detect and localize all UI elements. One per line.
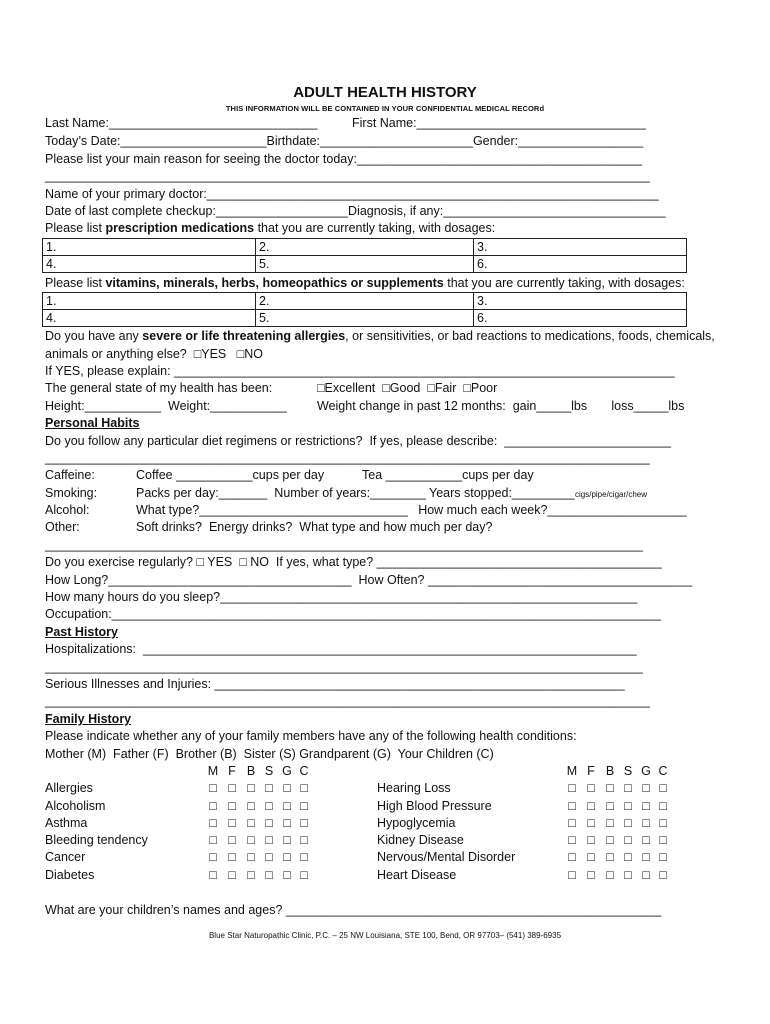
primary-doctor-field[interactable]: Name of your primary doctor:_________________________________________________________________ [45,187,659,201]
prescriptions-table [42,238,687,273]
supplement-cell[interactable]: 6. [474,310,687,327]
checkbox-father[interactable]: □ [587,781,595,795]
checkbox-brother[interactable]: □ [247,781,255,795]
checkbox-father[interactable]: □ [228,833,236,847]
checkbox-mother[interactable]: □ [568,781,576,795]
checkbox-grandparent[interactable]: □ [283,850,291,864]
occupation-field[interactable]: Occupation:_______________________________________________________________________________ [45,607,661,621]
condition-label: Diabetes [45,868,95,882]
checkbox-sister[interactable]: □ [265,868,273,882]
col-header-grandparent: G [282,764,292,778]
condition-label: Heart Disease [377,868,457,882]
prescription-cell[interactable]: 4. [43,256,256,273]
visit-reason-line-2[interactable]: _______________________________________________________________________________________ [45,169,650,183]
family-history-heading: Family History [45,712,132,726]
checkbox-brother[interactable]: □ [247,868,255,882]
other-drinks-question: Soft drinks? Energy drinks? What type and how much per day? [136,520,493,534]
checkbox-grandparent[interactable]: □ [283,799,291,813]
checkbox-grandparent[interactable]: □ [642,816,650,830]
checkbox-father[interactable]: □ [228,868,236,882]
supplements-prompt-bold: vitamins, minerals, herbs, homeopathics or supplements [105,276,444,290]
col-header-grandparent: G [641,764,651,778]
checkbox-grandparent[interactable]: □ [642,868,650,882]
clinic-footer: Blue Star Naturopathic Clinic, P.C. – 25 NW Louisiana, STE 100, Bend, OR 97703– (541) 389-6935 [208,931,562,940]
last-checkup-field[interactable]: Date of last complete checkup:___________________Diagnosis, if any:________________________________ [45,204,666,218]
health-state-label: The general state of my health has been: [45,381,273,395]
checkbox-father[interactable]: □ [587,868,595,882]
checkbox-mother[interactable]: □ [209,850,217,864]
prescriptions-prompt-end: that you are currently taking, with dosages: [254,221,496,235]
height-field[interactable]: Height:___________ [45,399,162,413]
family-member-legend: Mother (M) Father (F) Brother (B) Sister (S) Grandparent (G) Your Children (C) [45,747,494,761]
checkbox-children[interactable]: □ [300,799,308,813]
col-header-brother: B [246,764,256,778]
checkbox-mother[interactable]: □ [568,816,576,830]
serious-illnesses-line-2[interactable]: _______________________________________________________________________________________ [45,694,650,708]
checkbox-mother[interactable]: □ [209,799,217,813]
condition-label: Hypoglycemia [377,816,456,830]
checkbox-grandparent[interactable]: □ [283,868,291,882]
condition-label: Hearing Loss [377,781,451,795]
condition-label: Nervous/Mental Disorder [377,850,516,864]
supplement-cell[interactable]: 4. [43,310,256,327]
hospitalizations-line-2[interactable]: ______________________________________________________________________________________ [45,660,643,674]
allergies-question-start: Do you have any [45,329,143,343]
supplement-cell[interactable]: 1. [43,293,256,310]
checkbox-brother[interactable]: □ [606,850,614,864]
col-header-brother: B [605,764,615,778]
checkbox-brother[interactable]: □ [606,781,614,795]
checkbox-mother[interactable]: □ [209,781,217,795]
checkbox-brother[interactable]: □ [606,816,614,830]
col-header-father: F [587,764,595,778]
checkbox-brother[interactable]: □ [247,799,255,813]
last-name-field[interactable]: Last Name:______________________________ [45,116,318,130]
alcohol-label: Alcohol: [45,503,90,517]
checkbox-sister[interactable]: □ [265,799,273,813]
checkbox-children[interactable]: □ [659,850,667,864]
smoking-label: Smoking: [45,486,98,500]
supplements-table [42,292,687,327]
supplements-prompt [45,275,685,292]
confidential-notice: THIS INFORMATION WILL BE CONTAINED IN YOUR CONFIDENTIAL MEDICAL RECORd [225,104,545,113]
table-row [43,310,687,327]
checkbox-father[interactable]: □ [587,816,595,830]
prescription-cell[interactable]: 2. [256,239,474,256]
table-row [43,256,687,273]
checkbox-mother[interactable]: □ [568,868,576,882]
checkbox-grandparent[interactable]: □ [283,781,291,795]
prescription-cell[interactable]: 3. [474,239,687,256]
checkbox-grandparent[interactable]: □ [283,816,291,830]
supplement-cell[interactable]: 2. [256,293,474,310]
coffee-field[interactable]: Coffee ___________cups per day [136,468,325,482]
exercise-field[interactable]: Do you exercise regularly? □ YES □ NO If yes, what type? _________________________________________ [45,555,662,569]
checkbox-children[interactable]: □ [659,868,667,882]
col-header-children: C [299,764,309,778]
checkbox-children[interactable]: □ [659,816,667,830]
checkbox-sister[interactable]: □ [624,781,632,795]
checkbox-children[interactable]: □ [300,850,308,864]
condition-label: High Blood Pressure [377,799,492,813]
checkbox-father[interactable]: □ [228,781,236,795]
table-row [43,239,687,256]
smoking-type-note: cigs/pipe/cigar/chew [575,490,648,499]
hospitalizations-field[interactable]: Hospitalizations: _______________________________________________________________________ [45,642,637,656]
checkbox-grandparent[interactable]: □ [642,799,650,813]
col-header-father: F [228,764,236,778]
checkbox-grandparent[interactable]: □ [283,833,291,847]
checkbox-sister[interactable]: □ [624,799,632,813]
prescription-cell[interactable]: 6. [474,256,687,273]
prescriptions-prompt-start: Please list [45,221,106,235]
prescriptions-prompt [45,220,495,237]
col-header-sister: S [623,764,633,778]
exercise-duration-frequency[interactable]: How Long?___________________________________ How Often? ______________________________________ [45,573,693,587]
condition-label: Asthma [45,816,88,830]
sleep-hours-field[interactable]: How many hours do you sleep?____________________________________________________________ [45,590,638,604]
other-drinks-line[interactable]: ______________________________________________________________________________________ [45,538,643,552]
allergies-question-bold: severe or life threatening allergies [142,329,346,343]
condition-label: Alcoholism [45,799,106,813]
col-header-mother: M [566,764,578,778]
checkbox-children[interactable]: □ [300,781,308,795]
children-names-ages-field[interactable]: What are your children’s names and ages? ______________________________________________________ [45,903,662,917]
allergies-explain-field[interactable]: If YES, please explain: ________________________________________________________________________ [45,364,675,378]
checkbox-father[interactable]: □ [228,816,236,830]
checkbox-father[interactable]: □ [228,850,236,864]
checkbox-mother[interactable]: □ [209,868,217,882]
checkbox-children[interactable]: □ [659,781,667,795]
supplements-prompt-start: Please list [45,276,106,290]
tea-field[interactable]: Tea ___________cups per day [362,468,534,482]
supplement-cell[interactable]: 3. [474,293,687,310]
first-name-field[interactable]: First Name:_________________________________ [352,116,647,130]
checkbox-mother[interactable]: □ [568,799,576,813]
allergies-yes-no[interactable]: animals or anything else? □YES □NO [45,347,263,361]
prescription-cell[interactable]: 1. [43,239,256,256]
checkbox-mother[interactable]: □ [568,833,576,847]
checkbox-grandparent[interactable]: □ [642,833,650,847]
prescription-cell[interactable]: 5. [256,256,474,273]
checkbox-children[interactable]: □ [659,833,667,847]
past-history-heading: Past History [45,625,118,639]
allergies-question [45,328,715,345]
diet-line-2[interactable]: _______________________________________________________________________________________ [45,451,650,465]
personal-habits-heading: Personal Habits [45,416,140,430]
checkbox-grandparent[interactable]: □ [642,781,650,795]
caffeine-label: Caffeine: [45,468,95,482]
col-header-sister: S [264,764,274,778]
checkbox-sister[interactable]: □ [624,816,632,830]
alcohol-fields[interactable]: What type?______________________________ How much each week?____________________ [136,503,687,517]
family-history-instruction: Please indicate whether any of your family members have any of the following health conditions: [45,729,577,743]
checkbox-brother[interactable]: □ [247,833,255,847]
checkbox-children[interactable]: □ [300,833,308,847]
weight-field[interactable]: Weight:___________ [168,399,287,413]
smoking-fields[interactable]: Packs per day:_______ Number of years:________ Years stopped:_________ [136,486,575,500]
serious-illnesses-field[interactable]: Serious Illnesses and Injuries: ___________________________________________________________ [45,677,625,691]
date-birthdate-gender-fields[interactable]: Today’s Date:_____________________Birthdate:______________________Gender:__________________ [45,134,644,148]
col-header-children: C [658,764,668,778]
checkbox-father[interactable]: □ [587,850,595,864]
other-label: Other: [45,520,80,534]
condition-label: Bleeding tendency [45,833,148,847]
checkbox-sister[interactable]: □ [624,833,632,847]
checkbox-sister[interactable]: □ [624,850,632,864]
weight-change-field[interactable]: Weight change in past 12 months: gain_____lbs loss_____lbs [317,399,685,413]
health-state-options[interactable]: □Excellent □Good □Fair □Poor [317,381,498,395]
form-title: ADULT HEALTH HISTORY [293,84,477,101]
checkbox-brother[interactable]: □ [606,799,614,813]
checkbox-brother[interactable]: □ [247,850,255,864]
supplement-cell[interactable]: 5. [256,310,474,327]
condition-label: Cancer [45,850,86,864]
col-header-mother: M [207,764,219,778]
checkbox-mother[interactable]: □ [209,833,217,847]
checkbox-father[interactable]: □ [228,799,236,813]
checkbox-children[interactable]: □ [300,868,308,882]
checkbox-sister[interactable]: □ [624,868,632,882]
diet-question-field[interactable]: Do you follow any particular diet regimens or restrictions? If yes, please describe: ________________________ [45,434,672,448]
checkbox-father[interactable]: □ [587,833,595,847]
table-row [43,293,687,310]
visit-reason-field[interactable]: Please list your main reason for seeing the doctor today:_________________________________________ [45,152,643,166]
checkbox-sister[interactable]: □ [265,850,273,864]
checkbox-brother[interactable]: □ [606,868,614,882]
prescriptions-prompt-bold: prescription medications [105,221,255,235]
checkbox-brother[interactable]: □ [606,833,614,847]
condition-label: Allergies [45,781,93,795]
condition-label: Kidney Disease [377,833,464,847]
checkbox-mother[interactable]: □ [568,850,576,864]
checkbox-father[interactable]: □ [587,799,595,813]
checkbox-children[interactable]: □ [300,816,308,830]
checkbox-brother[interactable]: □ [247,816,255,830]
checkbox-children[interactable]: □ [659,799,667,813]
checkbox-sister[interactable]: □ [265,781,273,795]
checkbox-sister[interactable]: □ [265,833,273,847]
allergies-question-end: , or sensitivities, or bad reactions to medications, foods, chemicals, [345,329,715,343]
supplements-prompt-end: that you are currently taking, with dosages: [443,276,685,290]
checkbox-sister[interactable]: □ [265,816,273,830]
checkbox-mother[interactable]: □ [209,816,217,830]
checkbox-grandparent[interactable]: □ [642,850,650,864]
